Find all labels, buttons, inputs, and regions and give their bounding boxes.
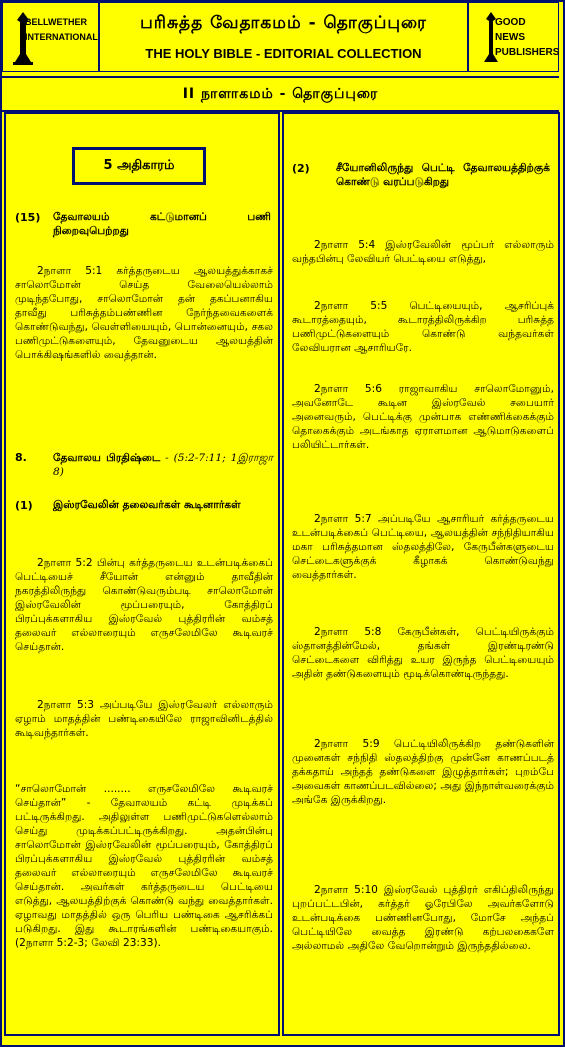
section-15-number: (15): [15, 211, 41, 224]
verse-5-9: 2நாளா 5:9 பெட்டியிலிருக்கிற தண்டுகளின் முனைகள் சந்நிதி ஸ்தலத்திற்கு முன்னே காணப்படத் தக்கதாய் அந்தத் தண்டுகளை இழுத்தார்கள்; புறம்பே அவைகள் காணப்படவில்லை; அது இந்நாள்வரைக்கும் அங்கே இருக்கிறது.: [292, 738, 554, 806]
good-news-logo-text: GOOD NEWS PUBLISHERS: [495, 17, 560, 58]
section-2-number: (2): [292, 162, 310, 175]
right-column: [282, 112, 560, 1036]
left-column: [4, 112, 280, 1036]
page-title-tamil: பரிசுத்த வேதாகமம் - தொகுப்புரை: [140, 13, 427, 33]
verse-5-7: 2நாளா 5:7 அப்படியே ஆசாரியர் கர்த்தருடைய உடன்படிக்கைப் பெட்டியை, ஆலயத்தின் சந்நிதியாகிய மகா பரிசுத்தமான ஸ்தலத்திலே, கேருபீன்களுடைய செட்டைகளுக்குக் கீழாகக் கொண்டுவந்து வைத்தார்கள்.: [292, 513, 554, 581]
good-news-logo: [468, 2, 559, 72]
verse-5-6: 2நாளா 5:6 ராஜாவாகிய சாலொமோனும், அவனோடே கூடின இஸ்ரவேல் சபையார் அனைவரும், பெட்டிக்கு முன்பாக எண்ணிக்கைக்கும் தொகைக்கும் அடங்காத ஏராளமான ஆடுமாடுகளைப் பலியிட்டார்கள்.: [292, 383, 554, 451]
verse-5-1: 2நாளா 5:1 கர்த்தருடைய ஆலயத்துக்காகச் சாலொமோன் செய்த வேலையெல்லாம் முடிந்தபோது, சாலொமோன் தன் தகப்பனாகிய தாவீது பரிசுத்தம்பண்ணின நேர்ந்தவைகளைக் கொண்டுவந்து, வெள்ளியையும், பொன்னையும், சகல பணிமுட்டுகளையும், தேவனுடைய ஆலயத்தின் பொக்கிஷங்களில் வைத்தான்.: [15, 265, 273, 361]
verse-5-8: 2நாளா 5:8 கேருபீன்கள், பெட்டியிருக்கும் ஸ்தானத்தின்மேல், தங்கள் இரண்டிரண்டு செட்டைகளை விரித்து உயர இருந்த பெட்டியையும் அதின் தண்டுகளையும் மூடிக்கொண்டிருந்தது.: [292, 626, 554, 680]
commentary-note: “சாலொமோன் ........ எருசலேமிலே கூடிவரச் செய்தான்” - தேவாலயம் கட்டி முடிக்கப் பட்டிருக்கிறது. அதிலுள்ள பணிமுட்டுகளெல்லாம் செய்து முடிக்கப்பட்டிருக்கிறது. அதன்பின்பு சாலொமோன் இஸ்ரவேலின் மூப்பரையும், கோத்திரப் பிரப்புக்களாகிய இஸ்ரவேல் புத்திரரின் வம்சத் தலைவர் எல்லாரையும் எருசலேமிலே கூடிவரச் செய்தான். அவர்கள் கர்த்தருடைய பெட்டியை எடுத்து, ஆலயத்திற்குக் கொண்டு வந்து வைத்தார்கள். ஏழாவது மாதத்தில் ஒரு பெரிய பண்டிகை ஆசரிக்கப் படுகிறது. இது கூடாரங்களின் பண்டிகையாகும். (2நாளா 5:2-3; லேவி 23:33).: [15, 783, 273, 949]
verse-5-10: 2நாளா 5:10 இஸ்ரவேல் புத்திரர் எகிப்திலிருந்து புறப்பட்டபின், கர்த்தர் ஓரேபிலே அவர்களோடு உடன்படிக்கை பண்ணினபோது, மோசே அந்தப் பெட்டியிலே வைத்த இரண்டு கற்பலகைகளே அல்லாமல் அதிலே வேறொன்றும் இருந்ததில்லை.: [292, 884, 554, 952]
section-1-number: (1): [15, 499, 33, 512]
verse-5-3: 2நாளா 5:3 அப்படியே இஸ்ரவேலர் எல்லாரும் ஏழாம் மாதத்தின் பண்டிகையிலே ராஜாவினிடத்தில் கூடிவந்தார்கள்.: [15, 699, 273, 739]
section-8-title: தேவாலய பிரதிஷ்டை: [53, 452, 161, 464]
section-1-title: இஸ்ரவேலின் தலைவர்கள் கூடினார்கள்: [53, 499, 241, 511]
bellwether-logo-text: BELLWETHER INTERNATIONAL: [25, 17, 98, 42]
title-box: [99, 2, 468, 72]
chapter-heading: 5 அதிகாரம்: [72, 147, 206, 185]
section-8-heading: [53, 451, 273, 479]
bellwether-logo: [2, 2, 99, 72]
section-2-title: சீயோனிலிருந்து பெட்டி தேவாலயத்திற்குக் கொண்டு வரப்படுகிறது: [336, 162, 550, 188]
header: [2, 2, 559, 74]
verse-5-4: 2நாளா 5:4 இஸ்ரவேலின் மூப்பர் எல்லாரும் வந்தபின்பு லேவியர் பெட்டியை எடுத்து,: [292, 239, 554, 265]
section-8-number: 8.: [15, 451, 27, 464]
section-15-title: தேவாலயம் கட்டுமானப் பணி நிறைவுபெற்றது: [53, 211, 271, 237]
book-subtitle: II நாளாகமம் - தொகுப்புரை: [2, 76, 559, 112]
verse-5-5: 2நாளா 5:5 பெட்டியையும், ஆசரிப்புக் கூடாரத்தையும், கூடாரத்திலிருக்கிற பரிசுத்த பணிமுட்டுகளையும் கொண்டு வந்தவர்கள் லேவியரான ஆசாரியரே.: [292, 300, 554, 354]
page-title-english: THE HOLY BIBLE - EDITORIAL COLLECTION: [145, 46, 422, 61]
section-8-reference: - (5:2-7:11; 1இராஜா 8): [53, 452, 273, 478]
verse-5-2: 2நாளா 5:2 பின்பு கர்த்தருடைய உடன்படிக்கைப் பெட்டியைச் சீயோன் என்னும் தாவீதின் நகரத்திலிருந்து கொண்டுவரும்படி சாலொமோன் இஸ்ரவேலின் மூப்பரையும், கோத்திரப் பிரப்புக்களாகிய இஸ்ரவேல் புத்திரரின் வம்சத் தலைவர் எல்லாரையும் எருசலேமிலே கூடிவரச் செய்தான்.: [15, 557, 273, 653]
